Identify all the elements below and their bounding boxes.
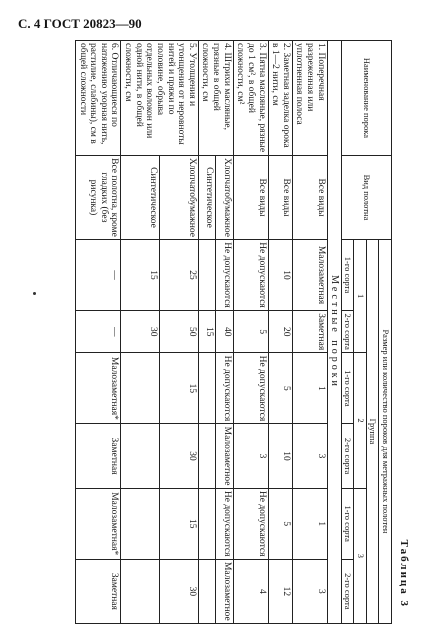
col-grade: 2-го сорта	[341, 559, 354, 623]
value-cell	[121, 488, 160, 559]
table-row	[160, 41, 199, 624]
section-title: Местные пороки	[327, 41, 341, 624]
value-cell: 20	[268, 311, 292, 353]
ink-speck	[33, 292, 36, 295]
value-cell: Не допускаются	[216, 353, 233, 424]
value-cell: Заметная	[76, 424, 122, 488]
value-cell	[198, 488, 215, 559]
material-cell: Хлопчатобумажное	[160, 156, 199, 240]
value-cell: 5	[268, 488, 292, 559]
value-cell: 12	[268, 559, 292, 623]
page-header: С. 4 ГОСТ 20823—90	[18, 16, 142, 31]
material-cell: Все виды	[268, 156, 292, 240]
value-cell: Не допускаются	[233, 488, 268, 559]
defects-table	[75, 40, 392, 624]
col-group: Группа	[366, 239, 379, 623]
value-cell: 15	[160, 488, 199, 559]
value-cell	[198, 559, 215, 623]
material-cell: Все виды	[292, 156, 327, 240]
value-cell: Не допускаются	[216, 488, 233, 559]
value-cell: 3	[233, 424, 268, 488]
col-group-3: 3	[354, 488, 367, 623]
material-cell: Синтетическое	[198, 156, 215, 240]
value-cell	[198, 353, 215, 424]
defect-name: 1. Поперечная разреженная или уплотненная полоса	[292, 41, 327, 156]
value-cell: 15	[121, 239, 160, 310]
value-cell: Малозаметное	[216, 559, 233, 623]
col-group-1: 1	[354, 239, 367, 352]
table-row	[292, 41, 327, 624]
col-grade: 1-го сорта	[341, 239, 354, 310]
material-cell: Хлопчатобумажное	[216, 156, 233, 240]
table-row	[268, 41, 292, 624]
rotated-page-content	[10, 40, 410, 624]
col-allowed-header: Размер или количество пороков для метражных полотен	[379, 239, 392, 623]
value-cell	[198, 424, 215, 488]
value-cell: Заметная	[76, 559, 122, 623]
material-cell: Все полотна, кроме гладких (без рисунка)	[76, 156, 122, 240]
value-cell: 10	[268, 424, 292, 488]
value-cell: 3	[292, 559, 327, 623]
value-cell: 30	[160, 559, 199, 623]
value-cell: Малозаметная*	[76, 488, 122, 559]
value-cell: 5	[233, 311, 268, 353]
value-cell: 3	[292, 424, 327, 488]
col-grade: 1-го сорта	[341, 488, 354, 559]
table-row	[76, 41, 122, 624]
value-cell: Малозаметное	[216, 424, 233, 488]
value-cell: 5	[268, 353, 292, 424]
value-cell: Заметная	[292, 311, 327, 353]
value-cell	[121, 353, 160, 424]
value-cell: 1	[292, 488, 327, 559]
col-grade: 2-го сорта	[341, 311, 354, 353]
col-material: Вид полотна	[341, 156, 391, 240]
value-cell: 15	[198, 311, 215, 353]
value-cell: —	[76, 239, 122, 310]
value-cell: 50	[160, 311, 199, 353]
table-row	[216, 41, 233, 624]
col-group-2: 2	[354, 353, 367, 488]
table-row	[233, 41, 268, 624]
value-cell: 40	[216, 311, 233, 353]
value-cell: 30	[121, 311, 160, 353]
value-cell	[121, 424, 160, 488]
material-cell: Все виды	[233, 156, 268, 240]
value-cell: —	[76, 311, 122, 353]
value-cell: Не допускаются	[233, 239, 268, 310]
value-cell: Не допускаются	[216, 239, 233, 310]
value-cell: 30	[160, 424, 199, 488]
defect-name: 2. Заметная заделка орока в 1—2 нити, см	[268, 41, 292, 156]
defect-name: 5. Утолщения и утонщения от неровноты нитей и пряжи по половине, обрыва отдельных волокон или одной нити, в общей сложности, см	[121, 41, 198, 156]
value-cell: 25	[160, 239, 199, 310]
table-title: Таблица 3	[398, 539, 410, 608]
value-cell: 15	[160, 353, 199, 424]
value-cell: Не допускаются	[233, 353, 268, 424]
defect-name: 6. Отличающиеся по натяжению уюрная нить, растилие, слабины), см в общей сложности	[76, 41, 122, 156]
defect-name: 4. Штрихи масляные, грязные в общей сложности, см	[198, 41, 233, 156]
value-cell	[121, 559, 160, 623]
value-cell: 4	[233, 559, 268, 623]
col-grade: 2-го сорта	[341, 424, 354, 488]
value-cell: 1	[292, 353, 327, 424]
value-cell	[198, 239, 215, 310]
value-cell: Малозаметная	[292, 239, 327, 310]
value-cell: Малозаметная*	[76, 353, 122, 424]
value-cell: 10	[268, 239, 292, 310]
material-cell: Синтетическое	[121, 156, 160, 240]
col-defect-name: Наименование порока	[341, 41, 391, 156]
col-grade: 1-го сорта	[341, 353, 354, 424]
defect-name: 3. Пятна масляные, рязные до 1 см², в общей сложности, см²	[233, 41, 268, 156]
